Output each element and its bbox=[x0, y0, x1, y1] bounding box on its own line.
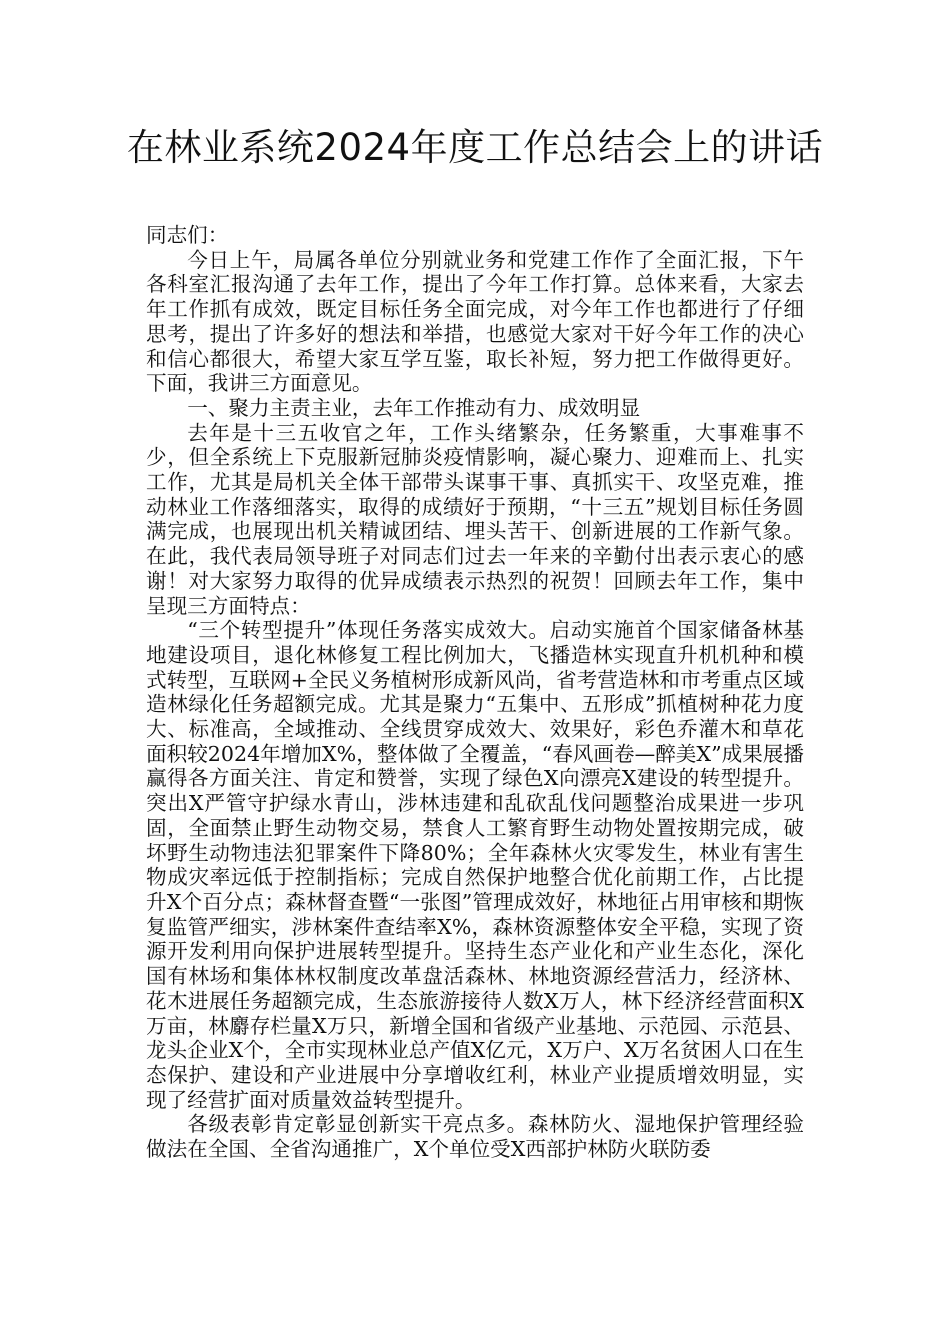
paragraph-intro: 今日上午，局属各单位分别就业务和党建工作作了全面汇报，下午各科室汇报沟通了去年工作，提出了今年工作打算。总体来看，大家去年工作抓有成效，既定目标任务全面完成，对今年工作也都进行了仔细思考，提出了许多好的想法和举措，也感觉大家对干好今年工作的决心和信心都很大，希望大家互学互鉴，取长补短，努力把工作做得更好。下面，我讲三方面意见。 bbox=[146, 247, 804, 396]
paragraph-transformation: “三个转型提升”体现任务落实成效大。启动实施首个国家储备林基地建设项目，退化林修复工程比例加大，飞播造林实现直升机机种和模式转型，互联网+全民义务植树形成新风尚，省考营造林和市考重点区域造林绿化任务超额完成。尤其是聚力“五集中、五形成”抓植树种花力度大、标准高，全域推动、全线贯穿成效大、效果好，彩色乔灌木和草花面积较2024年增加X%，整体做了全覆盖，“春风画卷—醉美X”成果展播赢得各方面关注、肯定和赞誉，实现了绿色X向漂亮X建设的转型提升。突出X严管守护绿水青山，涉林违建和乱砍乱伐问题整治成果进一步巩固，全面禁止野生动物交易，禁食人工繁育野生动物处置按期完成，破坏野生动物违法犯罪案件下降80%；全年森林火灾零发生，林业有害生物成灾率远低于控制指标；完成自然保护地整合优化前期工作，占比提升X个百分点；森林督查暨“一张图”管理成效好，林地征占用审核和期恢复监管严细实，涉林案件查结率X%，森林资源整体安全平稳，实现了资源开发利用向保护进展转型提升。坚持生态产业化和产业生态化，深化国有林场和集体林权制度改革盘活森林、林地资源经营活力，经济林、花木进展任务超额完成，生态旅游接待人数X万人，林下经济经营面积X万亩，林麝存栏量X万只，新增全国和省级产业基地、示范园、示范县、龙头企业X个，全市实现林业总产值X亿元，X万户、X万名贫困人口在生态保护、建设和产业进展中分享增收红利，林业产业提质增效明显，实现了经营扩面对质量效益转型提升。 bbox=[146, 618, 804, 1112]
document-body bbox=[146, 223, 804, 1162]
paragraph-review: 去年是十三五收官之年，工作头绪繁杂，任务繁重，大事难事不少，但全系统上下克服新冠肺炎疫情影响，凝心聚力、迎难而上、扎实工作，尤其是局机关全体干部带头谋事干事、真抓实干、攻坚克难，推动林业工作落细落实，取得的成绩好于预期，“十三五”规划目标任务圆满完成，也展现出机关精诚团结、埋头苦干、创新进展的工作新气象。在此，我代表局领导班子对同志们过去一年来的辛勤付出表示衷心的感谢！对大家努力取得的优异成绩表示热烈的祝贺！回顾去年工作，集中呈现三方面特点： bbox=[146, 420, 804, 618]
salutation: 同志们： bbox=[146, 223, 229, 247]
section-heading-1: 一、聚力主责主业，去年工作推动有力、成效明显 bbox=[187, 395, 641, 420]
document-title: 在林业系统2024年度工作总结会上的讲话 bbox=[126, 126, 824, 169]
paragraph-commendation: 各级表彰肯定彰显创新实干亮点多。森林防火、湿地保护管理经验做法在全国、全省沟通推广，X个单位受X西部护林防火联防委 bbox=[146, 1112, 804, 1162]
